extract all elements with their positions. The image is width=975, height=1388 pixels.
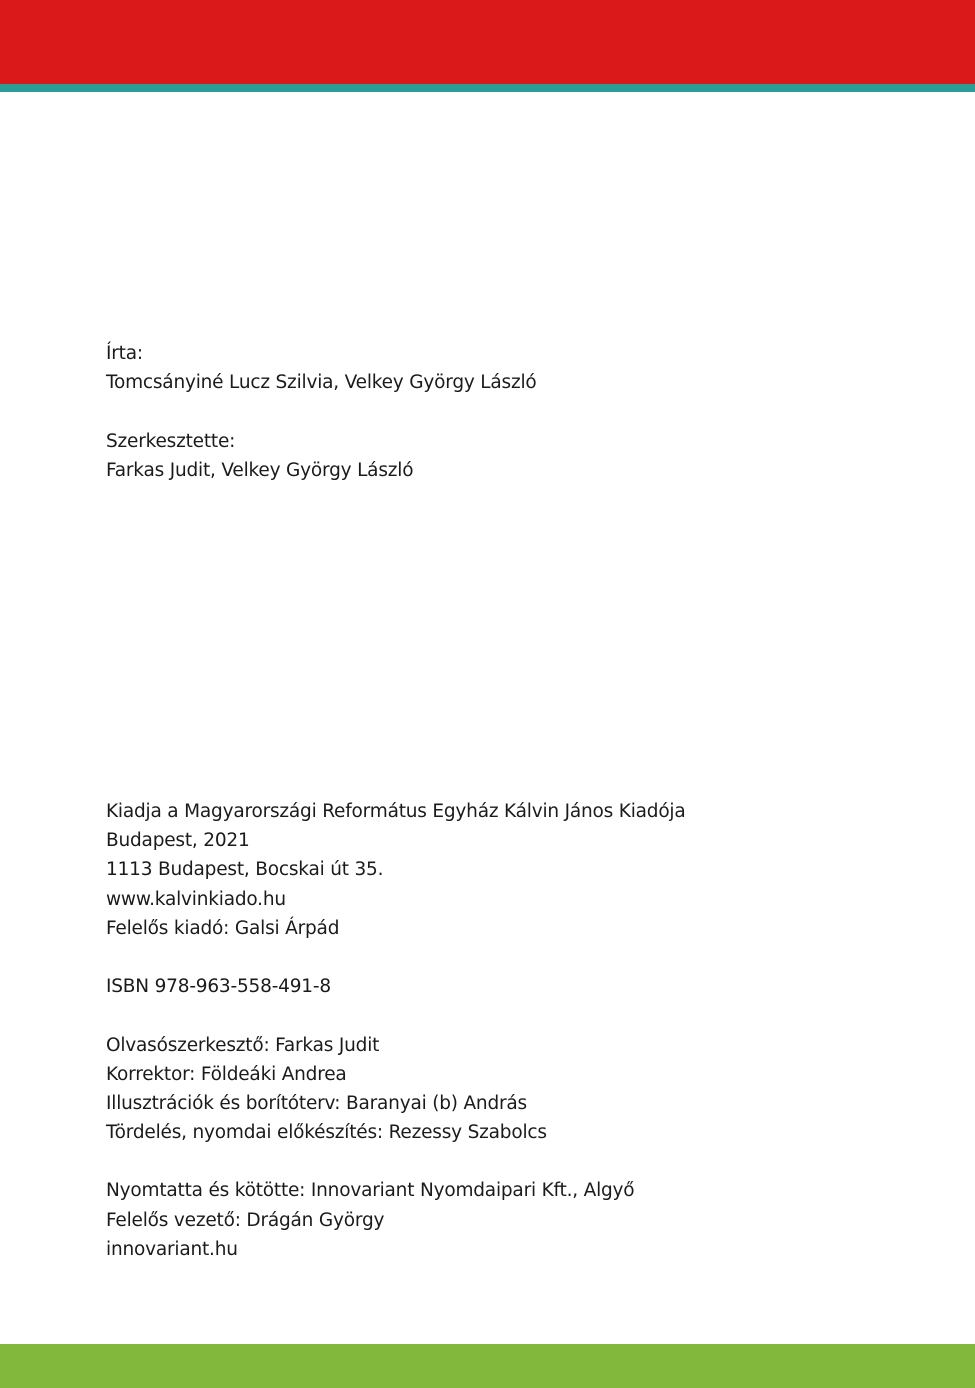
authors-credits [106,339,537,485]
responsible-publisher: Felelős kiadó: Galsi Árpád [106,917,340,939]
illustrations-credit: Illusztrációk és borítóterv: Baranyai (b) András [106,1092,527,1114]
top-teal-stripe [0,84,975,92]
spacer [106,943,686,972]
edited-by-label: Szerkesztette: [106,430,236,452]
publisher-line: Kiadja a Magyarországi Református Egyház Kálvin János Kiadója [106,801,686,822]
written-by: Tomcsányiné Lucz Szilvia, Velkey György László [106,372,537,394]
imprint-block [106,797,686,1264]
written-by-label: Írta: [106,343,143,364]
edited-by: Farkas Judit, Velkey György László [106,459,414,481]
printer-website: innovariant.hu [106,1238,238,1260]
spacer [106,1001,686,1030]
copy-editor: Olvasószerkesztő: Farkas Judit [106,1034,380,1056]
printer-manager: Felelős vezető: Drágán György [106,1209,385,1231]
publisher-address: 1113 Budapest, Bocskai út 35. [106,859,384,881]
proofreader: Korrektor: Földeáki Andrea [106,1063,347,1085]
spacer [106,1147,686,1176]
bottom-green-band [0,1344,975,1388]
spacer [106,397,537,426]
printed-by: Nyomtatta és kötötte: Innovariant Nyomdaipari Kft., Algyő [106,1180,635,1202]
city-year: Budapest, 2021 [106,830,250,852]
layout-credit: Tördelés, nyomdai előkészítés: Rezessy Szabolcs [106,1122,547,1144]
top-red-band [0,0,975,84]
publisher-website: www.kalvinkiado.hu [106,888,286,910]
isbn: ISBN 978-963-558-491-8 [106,976,331,998]
